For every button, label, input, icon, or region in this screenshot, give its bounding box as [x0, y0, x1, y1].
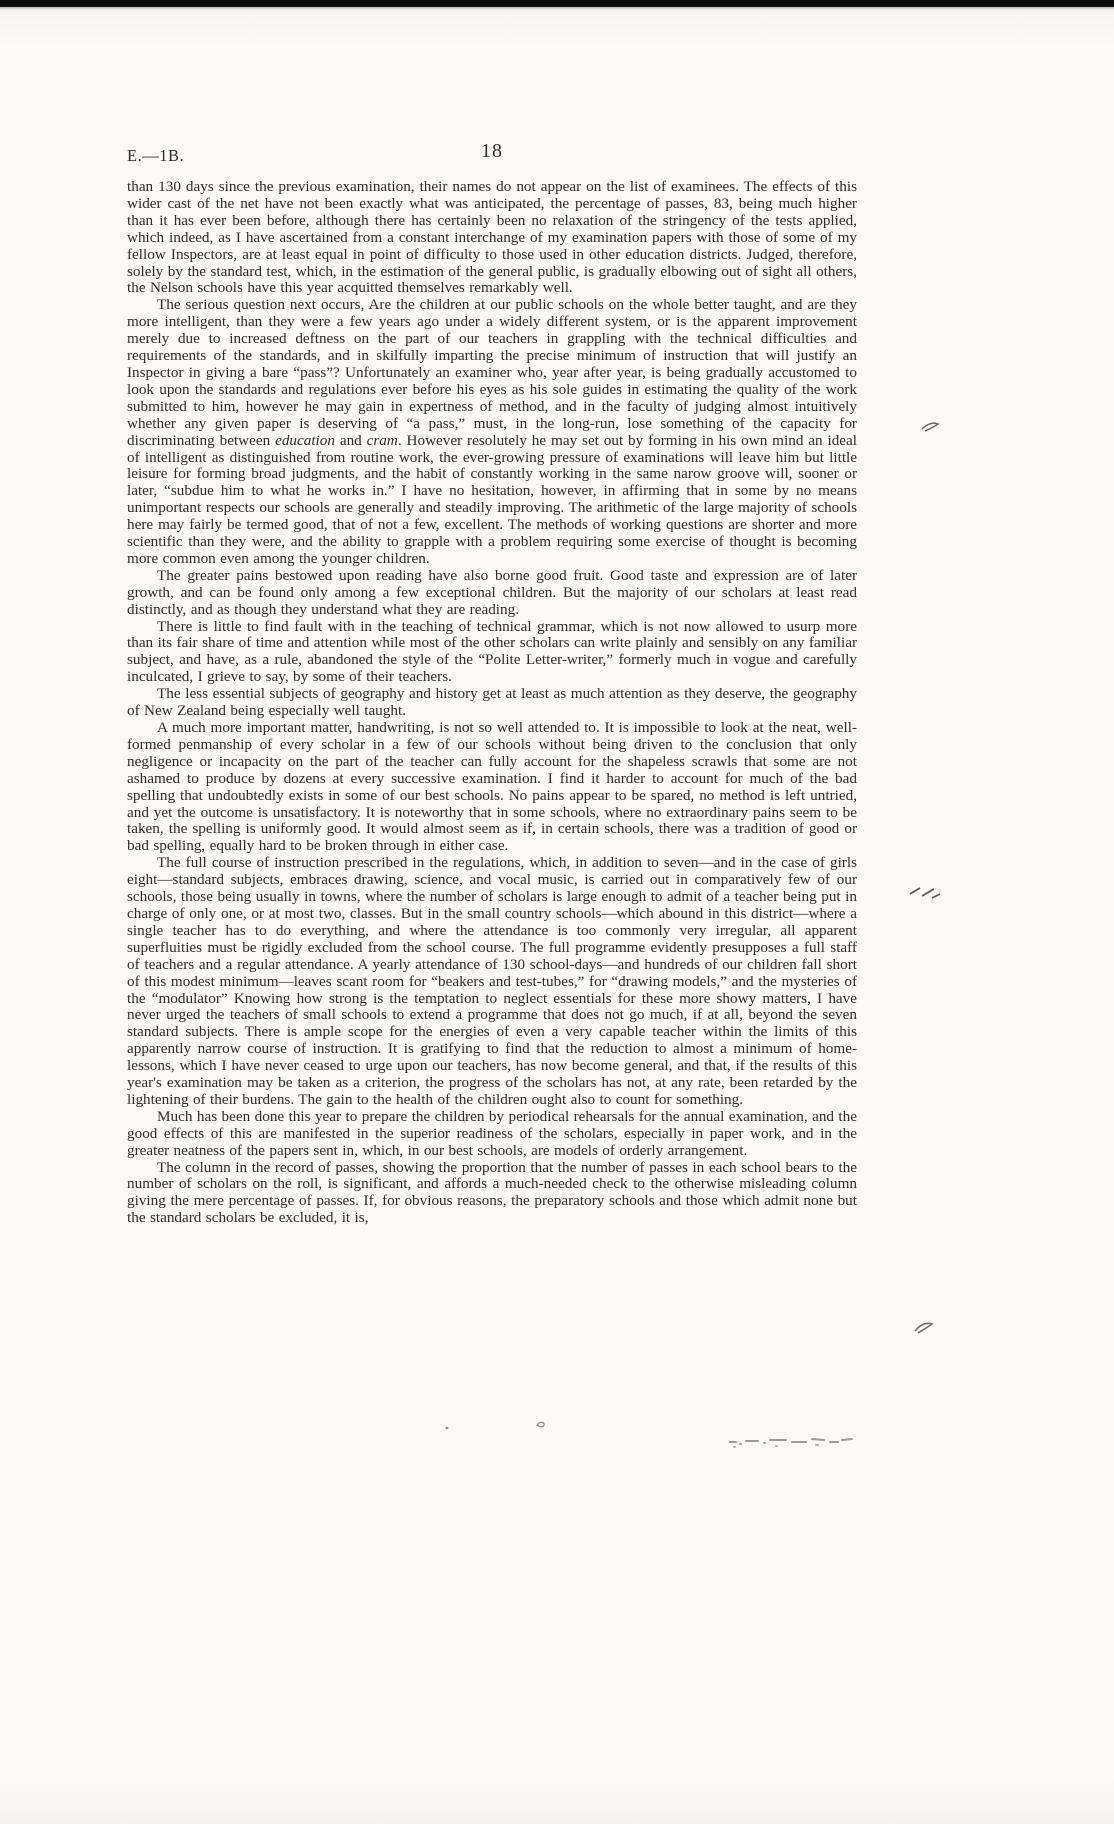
text-segment: The less essential subjects of geography and history get at least as much attention as they deserve, the geography of New Zealand being especially well taught. — [127, 685, 857, 720]
paragraph — [127, 179, 857, 297]
paragraph — [127, 686, 857, 720]
pen-mark-check-2 — [912, 1316, 940, 1338]
text-segment: than 130 days since the previous examination, their names do not appear on the list of examinees. The effects of this wider cast of the net have not been exactly what was anticipated, the percentage of passes, 83, being much higher than it has ever been before, although there has certainly been no relaxation of the stringency of the tests applied, which indeed, as I have ascertained from a constant interchange of my examination papers with those of some of my fellow Inspectors, are at least equal in point of difficulty to those used in other education districts. Judged, therefore, solely by the standard test, which, in the estimation of the general public, is gradually elbowing out of sight all others, the Nelson schools have this year acquitted themselves remarkably well. — [127, 178, 857, 297]
text-segment: A much more important matter, handwriting, is not so well attended to. It is impossible to look at the neat, well-formed penmanship of every scholar in a few of our schools without being driven to the conclusion that only negligence or incapacity on the part of the teacher can fully account for the shapeless scrawls that some are not ashamed to produce by dozens at every successive examination. I find it harder to account for much of the bad spelling that undoubtedly exists in some of our best schools. No pains appear to be spared, no method is left untried, and yet the outcome is unsatisfactory. It is noteworthy that in some schools, where no extraordinary pains seem to be taken, the spelling is uniformly good. It would almost seem as if, in certain schools, there was a tradition of good or bad spelling, equally hard to be broken through in either case. — [127, 719, 857, 855]
ink-smudge — [726, 1428, 856, 1452]
text-segment: The serious question next occurs, Are the children at our public schools on the whole better taught, and are they more intelligent, than they were a few years ago under a widely different system, or is the apparent improvement merely due to increased deftness on the part of our teachers in grappling with the technical difficulties and requirements of the standards, and in skilfully imparting the precise minimum of instruction that will justify an Inspector in giving a bare “pass”? Unfortunately an examiner who, year after year, is being gradually accustomed to look upon the standards and regulations ever before his eyes as his sole guides in estimating the quality of the work submitted to him, however he may gain in expertness of method, and in the faculty of judging almost intuitively whether any given paper is deserving of “a pass,” must, in the long-run, lose something of the capacity for discriminating between — [127, 296, 857, 449]
pen-mark-dashes — [908, 882, 942, 904]
paragraph — [127, 297, 857, 568]
report-code: E.—1B. — [127, 146, 185, 165]
paragraph — [127, 1109, 857, 1160]
paragraph — [127, 619, 857, 687]
page-number: 18 — [481, 140, 503, 162]
text-segment: cram — [366, 431, 398, 449]
text-segment: education — [275, 431, 335, 449]
paragraph — [127, 720, 857, 855]
text-segment: and — [334, 431, 367, 449]
pen-mark-check-1 — [920, 416, 946, 436]
text-segment: There is little to find fault with in the teaching of technical grammar, which is not now allowed to usurp more than its fair share of time and attention while most of the other scholars can write plainly and sensibly on any familiar subject, and have, as a rule, abandoned the style of the “Polite Letter-writer,” formerly much in vogue and carefully inculcated, I grieve to say, by some of their teachers. — [127, 617, 857, 686]
paragraph — [127, 855, 857, 1109]
text-segment: Much has been done this year to prepare the children by periodical rehearsals for the annual examination, and the good effects of this are manifested in the superior readiness of the scholars, especially in paper work, and in the greater neatness of the papers sent in, which, in our best schools, are models of orderly arrangement. — [127, 1107, 857, 1159]
paragraph — [127, 568, 857, 619]
page-header — [127, 140, 857, 166]
text-segment: . However resolutely he may set out by forming in his own mind an ideal of intelligent as distinguished from routine work, the ever-growing pressure of examinations will leave him but little leisure for forming broad judgments, and the habit of constantly working in the same narow groove will, sooner or later, “subdue him to what he works in.” I have no hesitation, however, in affirming that in some by no means unimportant respects our schools are generally and steadily improving. The arithmetic of the large majority of schools here may fairly be termed good, that of not a few, excellent. The methods of working questions are shorter and more scientific than they were, and the ability to grapple with a problem requiring some exercise of thought is becoming more common even among the younger children. — [127, 431, 857, 567]
body-text — [127, 179, 857, 1227]
text-segment: The greater pains bestowed upon reading have also borne good fruit. Good taste and expression are of later growth, and can be found only among a few exceptional children. But the majority of our scholars at least read distinctly, and as though they understand what they are reading. — [127, 566, 857, 618]
scan-edge-top — [0, 0, 1114, 7]
paragraph — [127, 1160, 857, 1228]
ink-speck-2 — [443, 1424, 451, 1432]
text-segment: The column in the record of passes, showing the proportion that the number of passes in each school bears to the number of scholars on the roll, is significant, and affords a much-needed check to the otherwise misleading column giving the mere percentage of passes. If, for obvious reasons, the preparatory schools and those which admit none but the standard scholars be excluded, it is, — [127, 1158, 857, 1227]
text-segment: The full course of instruction prescribed in the regulations, which, in addition to seven—and in the case of girls eight—standard subjects, embraces drawing, science, and vocal music, is carried out in comparatively few of our schools, those being usually in towns, where the number of scholars is large enough to admit of a teacher being put in charge of only one, or at most two, classes. But in the small country schools—which abound in this district—where a single teacher has to do everything, and where the attendance is too commonly very irregular, all apparent superfluities must be rigidly excluded from the school course. The full programme evidently presupposes a full staff of teachers and a regular attendance. A yearly attendance of 130 school-days—and hundreds of our children fall short of this modest minimum—leaves scant room for “beakers and test-tubes,” for “drawing models,” and the mysteries of the “modulator” Knowing how strong is the temptation to neglect essentials for these more showy matters, I have never urged the teachers of small schools to extend a programme that does not go much, if at all, beyond the seven standard subjects. There is ample scope for the energies of even a very capable teacher within the limits of this apparently narrow course of instruction. It is gratifying to find that the reduction to almost a minimum of home-lessons, which I have never ceased to urge upon our teachers, has now become general, and that, if the results of this year's examination may be taken as a criterion, the progress of the scholars has not, at any rate, been retarded by the lightening of their burdens. The gain to the health of the children ought also to count for something. — [127, 854, 857, 1108]
ink-speck-1 — [534, 1418, 548, 1430]
